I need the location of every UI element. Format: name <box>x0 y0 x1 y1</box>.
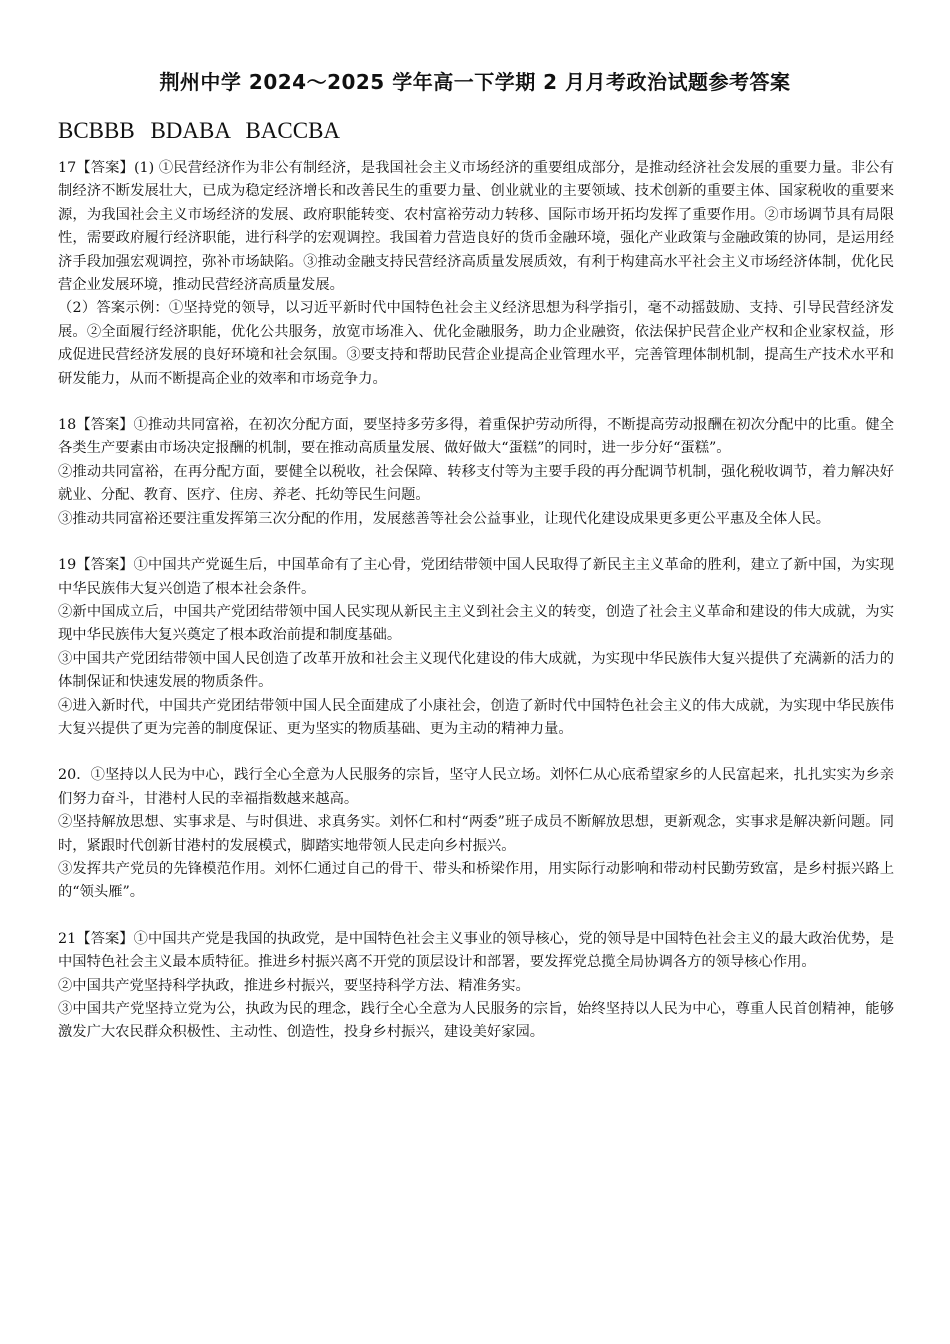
spacer <box>58 391 894 414</box>
q17-part2: （2）答案示例：①坚持党的领导，以习近平新时代中国特色社会主义经济思想为科学指引，毫不动摇鼓励、支持、引导民营经济发展。②全面履行经济职能，优化公共服务，放宽市场准入、优化金融服务，助力企业融资，依法保护民营企业产权和企业家权益，形成促进民营经济发展的良好环境和社会氛围。③要支持和帮助民营企业提高企业管理水平，完善管理体制机制，提高生产技术水平和研发能力，从而不断提高企业的效率和市场竞争力。 <box>58 300 894 387</box>
spacer <box>58 531 894 554</box>
q18-point1: 18【答案】①推动共同富裕，在初次分配方面，要坚持多劳多得，着重保护劳动所得，不断提高劳动报酬在初次分配中的比重。健全各类生产要素由市场决定报酬的机制，要在推动高质量发展、做好做大“蛋糕”的同时，进一步分好“蛋糕”。 <box>58 417 894 457</box>
q19-point2: ②新中国成立后，中国共产党团结带领中国人民实现从新民主主义到社会主义的转变，创造了社会主义革命和建设的伟大成就，为实现中华民族伟大复兴奠定了根本政治前提和制度基础。 <box>58 603 894 644</box>
answer-body <box>58 157 894 1045</box>
q19-point3: ③中国共产党团结带领中国人民创造了改革开放和社会主义现代化建设的伟大成就，为实现中华民族伟大复兴提供了充满新的活力的体制保证和快速发展的物质条件。 <box>58 650 894 691</box>
q17-part1: 17【答案】(1) ①民营经济作为非公有制经济，是我国社会主义市场经济的重要组成部分，是推动经济社会发展的重要力量。非公有制经济不断发展壮大，已成为稳定经济增长和改善民生的重要力量、创业就业的主要领域、技术创新的重要主体、国家税收的重要来源，为我国社会主义市场经济的发展、政府职能转变、农村富裕劳动力转移、国际市场开拓均发挥了重要作用。②市场调节具有局限性，需要政府履行经济职能，进行科学的宏观调控。我国着力营造良好的货币金融环境，强化产业政策与金融政策的协同，是运用经济手段加强宏观调控，弥补市场缺陷。③推动金融支持民营经济高质量发展质效，有利于构建高水平社会主义市场经济体制，优化民营企业发展环境，推动民营经济高质量发展。 <box>58 160 894 294</box>
q21-point3: ③中国共产党坚持立党为公，执政为民的理念，践行全心全意为人民服务的宗旨，始终坚持以人民为中心，尊重人民首创精神，能够激发广大农民群众积极性、主动性、创造性，投身乡村振兴，建设美好家园。 <box>58 1001 894 1041</box>
q20-point1: 20．①坚持以人民为中心，践行全心全意为人民服务的宗旨，坚守人民立场。刘怀仁从心底希望家乡的人民富起来，扎扎实实为乡亲们努力奋斗，甘港村人民的幸福指数越来越高。 <box>58 767 894 807</box>
q18-point3: ③推动共同富裕还要注重发挥第三次分配的作用，发展慈善等社会公益事业，让现代化建设成果更多更公平惠及全体人民。 <box>58 510 831 527</box>
page-title: 荆州中学 2024～2025 学年高一下学期 2 月月考政治试题参考答案 <box>159 70 791 94</box>
spacer <box>58 905 894 928</box>
q19-point4: ④进入新时代，中国共产党团结带领中国人民全面建成了小康社会，创造了新时代中国特色社会主义的伟大成就，为实现中华民族伟大复兴提供了更为完善的制度保证、更为坚实的物质基础、更为主动的精神力量。 <box>58 697 894 737</box>
q18-point2: ②推动共同富裕，在再分配方面，要健全以税收，社会保障、转移支付等为主要手段的再分配调节机制，强化税收调节，着力解决好就业、分配、教育、医疗、住房、养老、托幼等民生问题。 <box>58 463 894 504</box>
q20-point3: ③发挥共产党员的先锋模范作用。刘怀仁通过自己的骨干、带头和桥梁作用，用实际行动影响和带动村民勤劳致富，是乡村振兴路上的“领头雁”。 <box>58 860 894 901</box>
q19-point1: 19【答案】①中国共产党诞生后，中国革命有了主心骨，党团结带领中国人民取得了新民主主义革命的胜利，建立了新中国，为实现中华民族伟大复兴创造了根本社会条件。 <box>58 557 894 597</box>
spacer <box>58 741 894 764</box>
q21-point1: 21【答案】①中国共产党是我国的执政党，是中国特色社会主义事业的领导核心，党的领导是中国特色社会主义的最大政治优势，是中国特色社会主义最本质特征。推进乡村振兴离不开党的顶层设计和部署，要发挥党总揽全局协调各方的领导核心作用。 <box>58 930 894 971</box>
q20-point2: ②坚持解放思想、实事求是、与时俱进、求真务实。刘怀仁和村“两委”班子成员不断解放思想，更新观念，实事求是解决新问题。同时，紧跟时代创新甘港村的发展模式，脚踏实地带领人民走向乡村振兴。 <box>58 814 894 854</box>
multiple-choice-answers: BCBBB BDABA BACCBA <box>58 118 341 143</box>
q21-point2: ②中国共产党坚持科学执政，推进乡村振兴，要坚持科学方法、精准务实。 <box>58 977 530 994</box>
